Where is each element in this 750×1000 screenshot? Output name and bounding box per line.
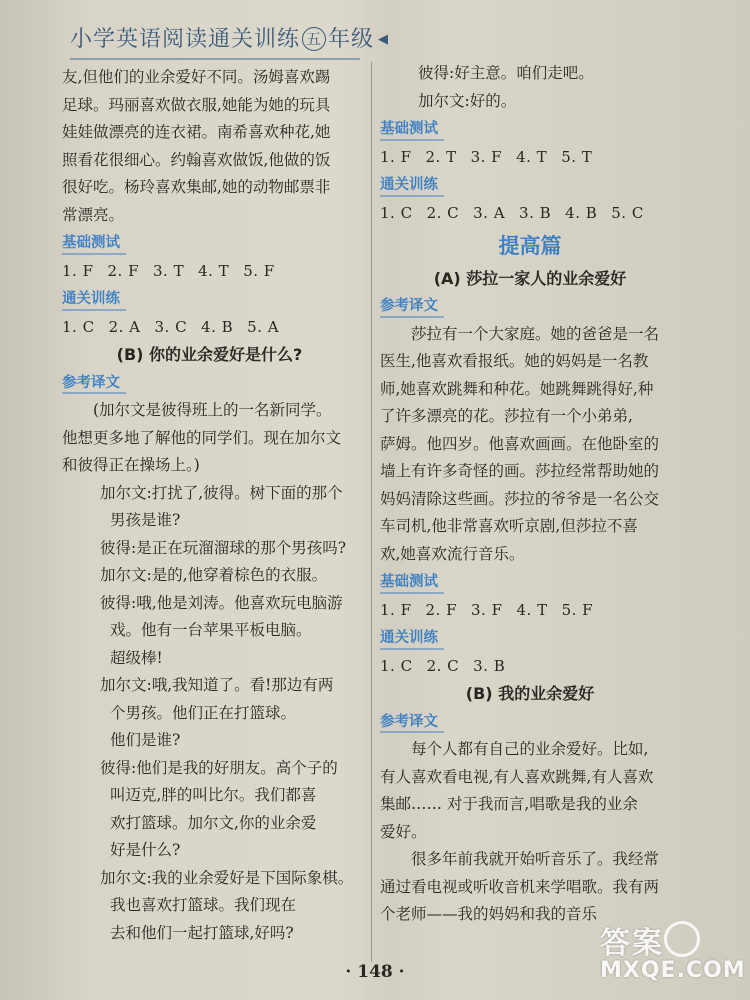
text-line: (加尔文是彼得班上的一名新同学。 — [93, 401, 332, 419]
text-line: 叫迈克,胖的叫比尔。我们都喜 — [110, 786, 317, 804]
text-line: 彼得:好主意。咱们走吧。 — [418, 64, 594, 82]
answer-item: 5. C — [611, 203, 644, 222]
basic-answers — [380, 597, 680, 625]
text-line: 个男孩。他们正在打篮球。 — [110, 703, 297, 722]
text-line: 有人喜欢看电视,有人喜欢跳舞,有人喜欢 — [380, 767, 654, 786]
answer-item: 1. C — [62, 317, 95, 336]
text-line: 欢打篮球。加尔文,你的业余爱 — [110, 813, 317, 832]
text-line: 加尔文:哦,我知道了。看!那边有两 — [100, 676, 334, 694]
answer-item: 3. A — [473, 203, 506, 222]
text-line: 欢,她喜欢流行音乐。 — [380, 544, 525, 563]
pass-training-label: 通关训练 — [62, 286, 126, 314]
translation-label: 参考译文 — [380, 293, 444, 321]
text-line: 他想更多地了解他的同学们。现在加尔文 — [62, 428, 342, 447]
watermark-circle-icon — [664, 921, 700, 957]
pass-training-label: 通关训练 — [380, 625, 444, 653]
text-line: 很多年前我就开始听音乐了。我经常 — [411, 850, 660, 868]
text-line: 照看花很细心。约翰喜欢做饭,他做的饭 — [62, 150, 331, 169]
story-continued — [62, 64, 357, 229]
text-line: 超级棒! — [110, 648, 163, 667]
left-column — [62, 64, 357, 947]
text-line: 妈妈清除这些画。莎拉的爷爷是一名公交 — [380, 489, 660, 508]
answer-item: 2. T — [425, 147, 457, 166]
answer-item: 2. C — [426, 203, 460, 222]
answer-item: 5. A — [247, 317, 280, 336]
text-line: 加尔文:好的。 — [418, 91, 517, 110]
answer-item: 4. T — [198, 261, 230, 280]
column-divider — [371, 62, 372, 962]
answer-item: 2. A — [108, 317, 141, 336]
text-line: 通过看电视或听收音机来学唱歌。我有两 — [380, 877, 660, 896]
text-line: 萨姆。他四岁。他喜欢画画。在他卧室的 — [380, 434, 660, 453]
text-line: 男孩是谁? — [110, 511, 181, 529]
answer-item: 1. F — [380, 147, 412, 166]
text-line: 去和他们一起打篮球,好吗? — [110, 923, 294, 942]
section-b-title: (B) 你的业余爱好是什么? — [116, 345, 303, 364]
site-watermark — [600, 918, 748, 998]
answer-item: 1. C — [380, 656, 413, 675]
watermark-cn: 答案 — [600, 918, 748, 962]
text-line: 集邮…… 对于我而言,唱歌是我的业余 — [380, 795, 638, 813]
answer-item: 3. F — [471, 600, 503, 619]
text-line: 加尔文:是的,他穿着棕色的衣服。 — [100, 566, 328, 584]
answer-item: 5. F — [243, 261, 275, 280]
answer-item: 4. T — [516, 600, 548, 619]
text-line: 彼得:哦,他是刘涛。他喜欢玩电脑游 — [100, 593, 343, 612]
header-title-part2: 年级 — [328, 27, 375, 52]
answer-item: 2. F — [107, 261, 139, 280]
text-line: 他们是谁? — [110, 731, 181, 749]
answer-item: 3. T — [153, 261, 185, 280]
pass-answers — [62, 314, 357, 342]
translation-label: 参考译文 — [380, 709, 444, 737]
answer-item: 2. C — [426, 656, 460, 675]
text-line: 好是什么? — [110, 841, 181, 859]
answer-item: 4. B — [565, 203, 598, 222]
text-line: 彼得:是正在玩溜溜球的那个男孩吗? — [100, 538, 347, 557]
text-line: 和彼得正在操场上。) — [62, 456, 200, 474]
answer-item: 3. C — [154, 317, 188, 336]
text-line: 了许多漂亮的花。莎拉有一个小弟弟, — [380, 407, 633, 425]
text-line: 彼得:他们是我的好朋友。高个子的 — [100, 758, 338, 777]
running-header — [70, 22, 390, 56]
right-column — [380, 60, 680, 929]
answer-item: 1. F — [380, 600, 412, 619]
text-line: 墙上有许多奇怪的画。莎拉经常帮助她的 — [380, 462, 660, 480]
basic-test-label: 基础测试 — [380, 569, 444, 597]
section-a-title: (A) 莎拉一家人的业余爱好 — [433, 268, 627, 288]
watermark-en: MXQE.COM — [600, 958, 746, 983]
basic-answers — [62, 258, 357, 286]
answer-item: 3. B — [519, 203, 552, 222]
answer-item: 5. T — [561, 147, 593, 166]
basic-test-label: 基础测试 — [380, 116, 444, 144]
grade-circle: 五 — [302, 27, 326, 51]
text-line: 莎拉有一个大家庭。她的爸爸是一名 — [411, 324, 660, 343]
answer-item: 4. T — [516, 147, 548, 166]
section-b-title: (B) 我的业余爱好 — [465, 684, 595, 703]
basic-test-label: 基础测试 — [62, 230, 126, 258]
header-underline — [70, 58, 360, 60]
text-line: 师,她喜欢跳舞和种花。她跳舞跳得好,种 — [380, 379, 654, 398]
answer-item: 1. C — [380, 203, 413, 222]
answer-item: 2. F — [425, 600, 457, 619]
text-line: 友,但他们的业余爱好不同。汤姆喜欢踢 — [62, 68, 331, 86]
header-arrow-icon: ◀ — [378, 32, 390, 47]
basic-answers — [380, 144, 680, 172]
answer-item: 5. F — [561, 600, 594, 619]
text-line: 娃娃做漂亮的连衣裙。南希喜欢种花,她 — [62, 123, 331, 141]
pass-answers — [380, 200, 680, 228]
story-b — [380, 736, 680, 929]
header-title-part1: 小学英语阅读通关训练 — [70, 27, 301, 52]
page-number: · 148 · — [345, 962, 405, 982]
answer-item: 3. F — [470, 147, 503, 166]
text-line: 医生,他喜欢看报纸。她的妈妈是一名教 — [380, 352, 649, 370]
text-line: 常漂亮。 — [62, 205, 125, 224]
answer-item: 3. B — [473, 656, 506, 675]
text-line: 加尔文:打扰了,彼得。树下面的那个 — [100, 483, 343, 502]
text-line: 车司机,他非常喜欢听京剧,但莎拉不喜 — [380, 517, 638, 535]
text-line: 每个人都有自己的业余爱好。比如, — [411, 740, 649, 758]
text-line: 很好吃。杨玲喜欢集邮,她的动物邮票非 — [62, 178, 331, 196]
text-line: 爱好。 — [380, 822, 427, 841]
advanced-section-title: 提高篇 — [498, 234, 562, 258]
text-line: 戏。他有一台苹果平板电脑。 — [110, 621, 312, 639]
pass-answers — [380, 653, 680, 681]
text-line: 加尔文:我的业余爱好是下国际象棋。 — [100, 868, 354, 887]
text-line: 足球。玛丽喜欢做衣服,她能为她的玩具 — [62, 95, 331, 114]
pass-training-label: 通关训练 — [380, 172, 444, 200]
translation-label: 参考译文 — [62, 370, 126, 398]
text-line: 个老师——我的妈妈和我的音乐 — [380, 905, 598, 923]
answer-item: 4. B — [201, 317, 234, 336]
dialogue — [62, 397, 357, 947]
answer-item: 1. F — [62, 261, 94, 280]
story-a — [380, 321, 680, 569]
text-line: 我也喜欢打篮球。我们现在 — [110, 896, 297, 914]
dialogue-end — [380, 60, 680, 115]
